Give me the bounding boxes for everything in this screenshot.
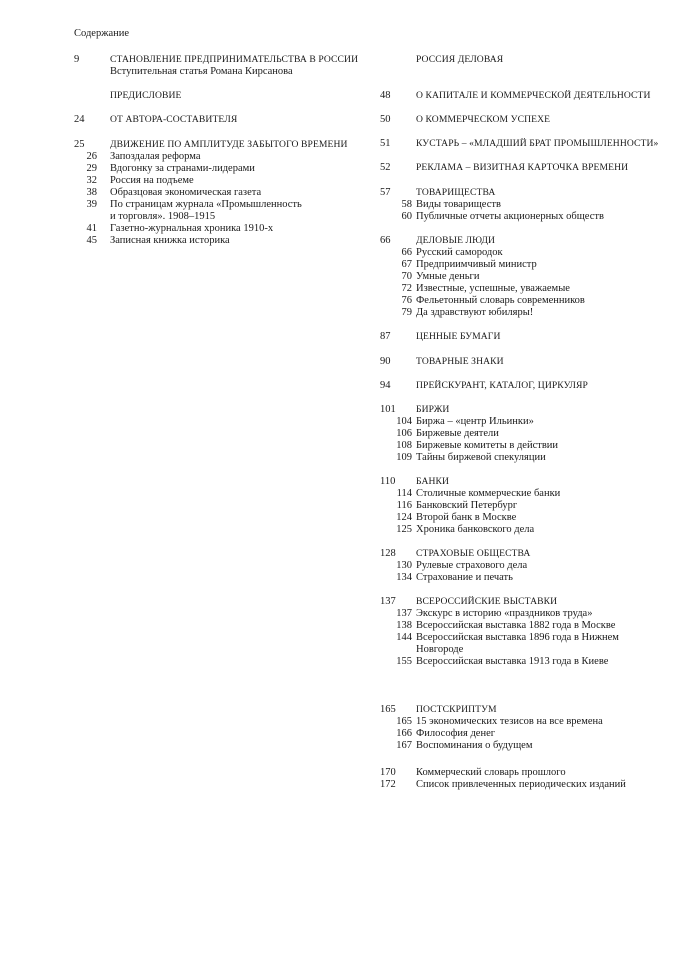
page-number: 137 xyxy=(380,596,396,607)
page-number: 67 xyxy=(401,259,412,270)
toc-item xyxy=(380,271,585,283)
toc-item xyxy=(380,307,585,319)
page-number: 155 xyxy=(396,656,412,667)
item-title: Русский самородок xyxy=(416,247,503,258)
page-number: 165 xyxy=(396,716,412,727)
item-title: Всероссийская выставка 1913 года в Киеве xyxy=(416,656,609,667)
page-number: 166 xyxy=(396,728,412,739)
item-title: Газетно-журнальная хроника 1910-х xyxy=(110,223,274,234)
toc-item xyxy=(380,452,558,464)
toc-item xyxy=(380,656,619,668)
toc-item xyxy=(380,440,558,452)
entry-title-continuation: Вступительная статья Романа Кирсанова xyxy=(110,66,293,77)
entry-title: РОССИЯ ДЕЛОВАЯ xyxy=(416,54,504,65)
page-number: 57 xyxy=(380,187,391,198)
toc-section xyxy=(380,162,628,174)
page-number: 130 xyxy=(396,560,412,571)
item-title: Воспоминания о будущем xyxy=(416,740,533,751)
entry-title: ДЕЛОВЫЕ ЛЮДИ xyxy=(416,235,496,246)
page-number: 172 xyxy=(380,779,396,790)
entry-title: ПОСТСКРИПТУМ xyxy=(416,704,497,715)
item-title: Виды товариществ xyxy=(416,199,501,210)
item-title: Биржевые комитеты в действии xyxy=(416,440,559,451)
entry-title: СТРАХОВЫЕ ОБЩЕСТВА xyxy=(416,548,531,559)
item-title: Философия денег xyxy=(416,728,496,739)
toc-item xyxy=(380,488,560,500)
item-title: Банковский Петербург xyxy=(416,500,518,511)
toc-item xyxy=(380,632,619,644)
page-number: 109 xyxy=(396,452,412,463)
page-number: 48 xyxy=(380,90,391,101)
toc-section-heading xyxy=(380,54,503,66)
page-number: 108 xyxy=(396,440,412,451)
item-title: Вдогонку за странами-лидерами xyxy=(110,163,255,174)
item-title: Образцовая экономическая газета xyxy=(110,187,262,198)
page-number: 138 xyxy=(396,620,412,631)
item-title: Тайны биржевой спекуляции xyxy=(416,452,546,463)
page-number: 144 xyxy=(396,632,412,643)
page-number: 41 xyxy=(86,223,97,234)
entry-title: БИРЖИ xyxy=(416,404,450,415)
toc-section-heading xyxy=(380,404,558,416)
toc-item xyxy=(74,187,348,199)
toc-section xyxy=(380,779,626,791)
toc-item xyxy=(74,163,348,175)
entry-title: ПРЕЙСКУРАНТ, КАТАЛОГ, ЦИРКУЛЯР xyxy=(416,380,588,391)
page-number: 125 xyxy=(396,524,412,535)
entry-title: ПРЕДИСЛОВИЕ xyxy=(110,90,182,101)
toc-item xyxy=(380,560,530,572)
toc-section xyxy=(380,548,530,584)
item-title: Хроника банковского дела xyxy=(416,524,535,535)
toc-section xyxy=(380,380,588,392)
page-number: 79 xyxy=(401,307,412,318)
toc-section xyxy=(380,596,619,668)
page-number: 24 xyxy=(74,114,85,125)
item-title: Россия на подъеме xyxy=(110,175,194,186)
toc-item xyxy=(380,416,558,428)
page-number: 60 xyxy=(401,211,412,222)
page-number: 114 xyxy=(396,488,412,499)
toc-section xyxy=(74,90,181,102)
item-title: Умные деньги xyxy=(416,271,480,282)
toc-item xyxy=(380,740,603,752)
toc-item xyxy=(380,512,560,524)
entry-title: ОТ АВТОРА-СОСТАВИТЕЛЯ xyxy=(110,114,238,125)
item-title: Всероссийская выставка 1896 года в Нижнем xyxy=(416,632,619,643)
toc-section xyxy=(74,54,358,78)
entry-title: ТОВАРИЩЕСТВА xyxy=(416,187,496,198)
entry-title: О КАПИТАЛЕ И КОММЕРЧЕСКОЙ ДЕЯТЕЛЬНОСТИ xyxy=(416,90,651,101)
toc-item xyxy=(74,235,348,247)
page-number: 170 xyxy=(380,767,396,778)
page-number: 87 xyxy=(380,331,391,342)
toc-section xyxy=(380,54,503,66)
entry-title-continuation: и торговля». 1908–1915 xyxy=(110,211,216,222)
toc-item xyxy=(380,428,558,440)
toc-section-heading xyxy=(380,704,603,716)
page-number: 29 xyxy=(86,163,97,174)
toc-section-heading xyxy=(380,114,550,126)
page-number: 106 xyxy=(396,428,412,439)
toc-section xyxy=(380,356,504,368)
toc-section-heading xyxy=(380,380,588,392)
toc-section-heading xyxy=(74,90,181,102)
toc-section-heading xyxy=(380,596,619,608)
page-number: 134 xyxy=(396,572,412,583)
page-number: 167 xyxy=(396,740,412,751)
page-number: 50 xyxy=(380,114,391,125)
toc-section-heading xyxy=(380,90,651,102)
item-title: Запоздалая реформа xyxy=(110,151,201,162)
toc-section-heading xyxy=(380,138,658,150)
page-number: 25 xyxy=(74,139,85,150)
entry-title: РЕКЛАМА – ВИЗИТНАЯ КАРТОЧКА ВРЕМЕНИ xyxy=(416,162,629,173)
item-title: 15 экономических тезисов на все времена xyxy=(416,716,603,727)
toc-section-heading xyxy=(380,235,585,247)
item-title: Да здравствуют юбиляры! xyxy=(416,307,534,318)
toc-section xyxy=(380,114,550,126)
item-title: Биржевые деятели xyxy=(416,428,499,439)
toc-item xyxy=(380,247,585,259)
toc-item xyxy=(74,223,348,235)
page-number: 137 xyxy=(396,608,412,619)
entry-title: ТОВАРНЫЕ ЗНАКИ xyxy=(416,356,504,367)
toc-section xyxy=(380,331,500,343)
entry-title-continuation: Новгороде xyxy=(416,644,464,655)
toc-section xyxy=(380,235,585,319)
toc-section-heading xyxy=(380,331,500,343)
item-title: Записная книжка историка xyxy=(110,235,230,246)
page-number: 32 xyxy=(86,175,97,186)
page-title: Содержание xyxy=(74,28,130,39)
page-number: 38 xyxy=(86,187,97,198)
page-number: 110 xyxy=(380,476,396,487)
item-title: Второй банк в Москве xyxy=(416,512,517,523)
page-number: 51 xyxy=(380,138,391,149)
toc-section-heading xyxy=(380,779,626,791)
item-title: По страницам журнала «Промышленность xyxy=(110,199,302,210)
toc-section-heading xyxy=(380,162,628,174)
toc-item xyxy=(380,199,604,211)
entry-title: Коммерческий словарь прошлого xyxy=(416,767,566,778)
entry-title: ДВИЖЕНИЕ ПО АМПЛИТУДЕ ЗАБЫТОГО ВРЕМЕНИ xyxy=(110,139,348,150)
item-title: Экскурс в историю «праздников труда» xyxy=(416,608,593,619)
page-number: 9 xyxy=(74,54,80,65)
entry-title: ЦЕННЫЕ БУМАГИ xyxy=(416,331,501,342)
toc-item xyxy=(380,572,530,584)
entry-title: КУСТАРЬ – «МЛАДШИЙ БРАТ ПРОМЫШЛЕННОСТИ» xyxy=(416,138,659,149)
toc-item xyxy=(74,151,348,163)
toc-item xyxy=(74,175,348,187)
toc-item xyxy=(380,716,603,728)
entry-title: СТАНОВЛЕНИЕ ПРЕДПРИНИМАТЕЛЬСТВА В РОССИИ xyxy=(110,54,359,65)
toc-section xyxy=(380,404,558,464)
page-number: 39 xyxy=(86,199,97,210)
toc-section xyxy=(74,114,237,126)
page-number: 116 xyxy=(396,500,412,511)
toc-item xyxy=(380,283,585,295)
item-title: Биржа – «центр Ильинки» xyxy=(416,416,534,427)
page-number: 76 xyxy=(401,295,412,306)
toc-section-heading xyxy=(74,139,348,151)
toc-item xyxy=(74,199,348,211)
toc-section-heading xyxy=(74,114,237,126)
toc-section-heading xyxy=(380,187,604,199)
toc-section xyxy=(380,767,566,779)
toc-section xyxy=(380,187,604,223)
entry-title: Список привлеченных периодических изданий xyxy=(416,779,626,790)
item-title: Рулевые страхового дела xyxy=(416,560,528,571)
toc-item xyxy=(380,295,585,307)
page-number: 45 xyxy=(86,235,97,246)
entry-title: БАНКИ xyxy=(416,476,450,487)
toc-section xyxy=(380,704,603,752)
toc-section xyxy=(380,476,560,536)
page-number: 66 xyxy=(401,247,412,258)
page-number: 66 xyxy=(380,235,391,246)
page-number: 165 xyxy=(380,704,396,715)
item-title: Известные, успешные, уважаемые xyxy=(416,283,570,294)
item-title: Всероссийская выставка 1882 года в Москве xyxy=(416,620,616,631)
page-number: 52 xyxy=(380,162,391,173)
toc-item xyxy=(380,211,604,223)
entry-title: ВСЕРОССИЙСКИЕ ВЫСТАВКИ xyxy=(416,596,558,607)
page-number: 90 xyxy=(380,356,391,367)
item-title: Страхование и печать xyxy=(416,572,513,583)
toc-section-heading xyxy=(74,54,358,66)
toc-section-heading xyxy=(380,767,566,779)
item-title: Фельетонный словарь современников xyxy=(416,295,585,306)
item-title: Предприимчивый министр xyxy=(416,259,537,270)
toc-section xyxy=(380,138,658,150)
page-number: 58 xyxy=(401,199,412,210)
page-number: 101 xyxy=(380,404,396,415)
item-title: Столичные коммерческие банки xyxy=(416,488,561,499)
toc-item xyxy=(380,608,619,620)
toc-section-heading xyxy=(380,548,530,560)
page-number: 104 xyxy=(396,416,412,427)
toc-item xyxy=(380,500,560,512)
entry-title: О КОММЕРЧЕСКОМ УСПЕХЕ xyxy=(416,114,551,125)
page-number: 26 xyxy=(86,151,97,162)
page-number xyxy=(380,54,406,66)
toc-section xyxy=(74,139,348,247)
page-number: 124 xyxy=(396,512,412,523)
toc-item xyxy=(380,259,585,271)
toc-item xyxy=(380,728,603,740)
page-number: 70 xyxy=(401,271,412,282)
page-number: 72 xyxy=(401,283,412,294)
toc-section xyxy=(380,90,651,102)
toc-section-heading xyxy=(380,476,560,488)
toc-item xyxy=(380,620,619,632)
toc-item xyxy=(380,524,560,536)
page-number: 94 xyxy=(380,380,391,391)
page-number: 128 xyxy=(380,548,396,559)
item-title: Публичные отчеты акционерных обществ xyxy=(416,211,604,222)
toc-section-heading xyxy=(380,356,504,368)
page-number xyxy=(74,90,100,102)
